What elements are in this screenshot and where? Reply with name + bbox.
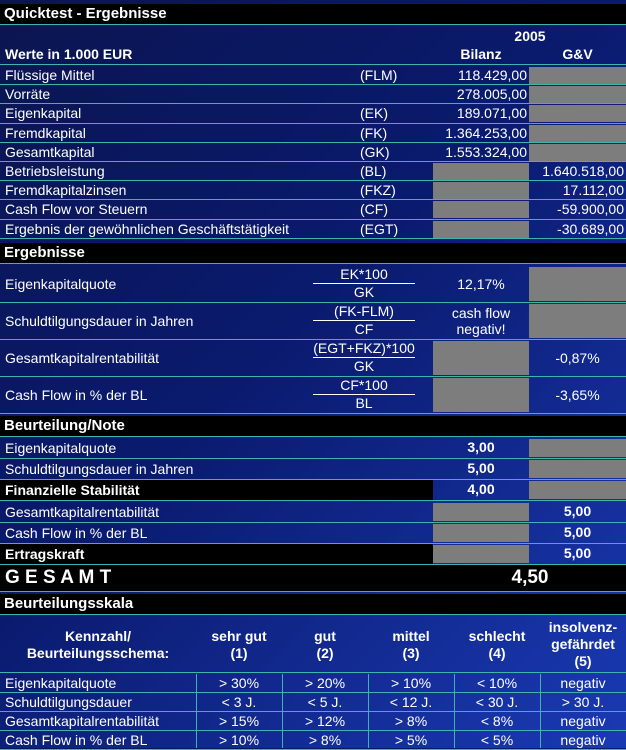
divider xyxy=(0,730,626,731)
divider xyxy=(0,711,626,712)
formula-numerator: (FK-FLM) xyxy=(313,303,415,321)
scale-header-line: (2) xyxy=(316,645,334,661)
scale-header-line: (5) xyxy=(574,653,592,669)
scale-cell: > 8% xyxy=(308,732,342,748)
guv-value: -59.900,00 xyxy=(557,201,624,218)
row-abbr: (GK) xyxy=(360,143,390,160)
scale-cell: > 30% xyxy=(218,675,260,691)
divider xyxy=(0,413,626,414)
guv-value xyxy=(529,144,626,161)
bilanz-value: 4,00 xyxy=(467,481,495,497)
row-label: Vorräte xyxy=(5,86,51,103)
row-abbr: (BL) xyxy=(360,163,387,179)
page-title: Quicktest - Ergebnisse xyxy=(0,4,626,24)
scale-cell: > 10% xyxy=(390,675,432,691)
guv-value: 5,00 xyxy=(563,524,592,540)
scale-header-line: (3) xyxy=(402,645,420,661)
scale-header xyxy=(540,619,626,670)
divider xyxy=(0,24,626,25)
bilanz-value: 1.364.253,00 xyxy=(445,124,527,141)
scale-header xyxy=(368,628,454,662)
scale-header xyxy=(282,628,368,662)
guv-value: 5,00 xyxy=(563,503,592,519)
formula xyxy=(313,266,415,301)
scale-row-label: Cash Flow in % der BL xyxy=(5,732,148,748)
formula-numerator: (EGT+FKZ)*100 xyxy=(313,340,415,356)
scale-header xyxy=(0,628,196,662)
divider xyxy=(0,672,626,673)
bilanz-value xyxy=(433,221,529,238)
bilanz-value xyxy=(433,201,529,218)
column-divider xyxy=(540,674,541,748)
bilanz-header: Bilanz xyxy=(460,46,502,62)
guv-value xyxy=(529,460,626,478)
divider xyxy=(0,500,626,501)
column-divider xyxy=(196,674,197,748)
scale-header-line: gut xyxy=(314,628,336,644)
row-label: Ergebnis der gewöhnlichen Geschäftstätigkeit xyxy=(5,220,290,237)
formula-denominator: BL xyxy=(355,395,373,411)
section-heading-skala: Beurteilungsskala xyxy=(0,594,626,614)
scale-row-label: Schuldtilgungsdauer xyxy=(5,694,132,710)
bilanz-value xyxy=(433,182,529,199)
gesamt-label: G E S A M T xyxy=(5,567,112,588)
section-heading-ergebnisse: Ergebnisse xyxy=(0,243,626,263)
guv-value: -3,65% xyxy=(555,387,600,403)
divider xyxy=(0,84,626,85)
divider xyxy=(0,180,626,181)
bilanz-value: 12,17% xyxy=(457,276,505,292)
column-divider xyxy=(282,674,283,748)
row-label: Eigenkapital xyxy=(5,105,82,122)
guv-value: 1.640.518,00 xyxy=(542,163,624,179)
row-label: Eigenkapitalquote xyxy=(5,440,117,456)
scale-header-line: Beurteilungsschema: xyxy=(26,645,170,661)
scale-cell: < 5 J. xyxy=(307,694,343,710)
divider xyxy=(0,436,626,437)
bilanz-value: cash flow negativ! xyxy=(451,305,511,337)
formula xyxy=(313,303,415,338)
bilanz-value: 5,00 xyxy=(467,460,495,476)
scale-header-line: mittel xyxy=(392,628,430,644)
divider xyxy=(0,458,626,459)
row-abbr: (EK) xyxy=(360,105,388,122)
divider xyxy=(0,238,626,239)
row-label: Cash Flow in % der BL xyxy=(5,525,148,541)
divider xyxy=(0,614,626,615)
scale-cell: > 20% xyxy=(304,675,346,691)
guv-value: 5,00 xyxy=(563,545,592,561)
section-heading-beurteilung: Beurteilung/Note xyxy=(0,416,626,436)
bilanz-value: 3,00 xyxy=(467,439,495,455)
scale-header-line: sehr gut xyxy=(211,628,267,644)
divider xyxy=(0,161,626,162)
row-label: Ertragskraft xyxy=(5,546,85,562)
divider xyxy=(0,199,626,200)
units-label: Werte in 1.000 EUR xyxy=(5,46,133,62)
scale-cell: < 30 J. xyxy=(475,694,519,710)
row-label: Fremdkapital xyxy=(5,124,86,141)
row-label: Gesamtkapitalrentabilität xyxy=(5,350,160,366)
bilanz-value xyxy=(433,341,529,375)
guv-value xyxy=(529,481,626,499)
divider xyxy=(0,522,626,523)
guv-value xyxy=(529,267,626,301)
row-label: Schuldtilgungsdauer in Jahren xyxy=(5,313,194,329)
scale-cell: < 3 J. xyxy=(221,694,257,710)
scale-cell: > 8% xyxy=(394,713,428,729)
guv-value: -0,87% xyxy=(555,350,600,366)
guv-value xyxy=(529,86,626,103)
row-label: Gesamtkapitalrentabilität xyxy=(5,504,160,520)
scale-header-line: schlecht xyxy=(468,628,526,644)
row-label: Eigenkapitalquote xyxy=(5,276,117,292)
scale-cell: negativ xyxy=(560,675,606,691)
row-abbr: (FK) xyxy=(360,124,388,141)
bilanz-value xyxy=(433,545,529,563)
scale-header-line: Kennzahl/ xyxy=(64,628,132,644)
divider xyxy=(0,263,626,264)
divider xyxy=(0,591,626,592)
guv-value xyxy=(529,304,626,338)
scale-cell: > 12% xyxy=(304,713,346,729)
scale-cell: negativ xyxy=(560,713,606,729)
formula-denominator: CF xyxy=(354,321,374,337)
bilanz-value xyxy=(433,378,529,412)
guv-value xyxy=(529,439,626,457)
scale-cell: > 10% xyxy=(218,732,260,748)
scale-cell: < 12 J. xyxy=(389,694,433,710)
year-header: 2005 xyxy=(514,28,546,44)
formula-numerator: EK*100 xyxy=(313,266,415,284)
scale-row-label: Gesamtkapitalrentabilität xyxy=(5,713,160,729)
row-abbr: (CF) xyxy=(360,201,388,218)
formula-numerator: CF*100 xyxy=(313,377,415,395)
scale-cell: > 30 J. xyxy=(561,694,605,710)
row-label: Fremdkapitalzinsen xyxy=(5,182,127,199)
scale-header xyxy=(454,628,540,662)
column-divider xyxy=(454,674,455,748)
bilanz-value: 189.071,00 xyxy=(456,105,527,122)
scale-cell: > 15% xyxy=(218,713,260,729)
scale-header xyxy=(196,628,282,662)
row-label: Flüssige Mittel xyxy=(5,67,95,83)
bilanz-value: 118.429,00 xyxy=(457,67,527,83)
guv-value xyxy=(529,125,626,142)
formula-denominator: GK xyxy=(353,284,375,300)
divider xyxy=(0,692,626,693)
guv-header: G&V xyxy=(562,46,593,62)
column-divider xyxy=(368,674,369,748)
gesamt-value: 4,50 xyxy=(511,567,549,588)
row-abbr: (FKZ) xyxy=(360,182,396,199)
row-label: Cash Flow vor Steuern xyxy=(5,201,148,218)
scale-row-label: Eigenkapitalquote xyxy=(5,675,117,691)
formula-denominator: GK xyxy=(353,358,375,374)
bilanz-value xyxy=(433,503,529,521)
row-label: Schuldtilgungsdauer in Jahren xyxy=(5,461,194,477)
row-abbr: (FLM) xyxy=(360,67,398,83)
formula xyxy=(313,340,415,375)
scale-cell: < 10% xyxy=(476,675,518,691)
bilanz-value: 278.005,00 xyxy=(456,86,527,103)
scale-cell: > 5% xyxy=(394,732,428,748)
guv-value xyxy=(529,67,626,84)
row-label: Betriebsleistung xyxy=(5,163,105,179)
scale-header-line: (4) xyxy=(488,645,506,661)
guv-value: 17.112,00 xyxy=(562,182,624,199)
scale-header-line: insolvenz- xyxy=(548,619,618,635)
guv-value: -30.689,00 xyxy=(557,220,624,237)
scale-cell: < 8% xyxy=(480,713,514,729)
guv-value xyxy=(529,105,626,122)
bilanz-value: 1.553.324,00 xyxy=(445,143,527,160)
bilanz-value xyxy=(433,524,529,542)
formula xyxy=(313,377,415,412)
scale-header-line: (1) xyxy=(230,645,248,661)
divider xyxy=(0,103,626,104)
divider xyxy=(0,64,626,65)
scale-header-line: gefährdet xyxy=(551,636,615,652)
row-abbr: (EGT) xyxy=(360,220,399,237)
scale-cell: negativ xyxy=(560,732,606,748)
scale-cell: < 5% xyxy=(480,732,514,748)
bilanz-value xyxy=(433,163,529,180)
row-label: Gesamtkapital xyxy=(5,143,95,160)
row-label: Finanzielle Stabilität xyxy=(5,482,140,498)
row-label: Cash Flow in % der BL xyxy=(5,387,148,403)
